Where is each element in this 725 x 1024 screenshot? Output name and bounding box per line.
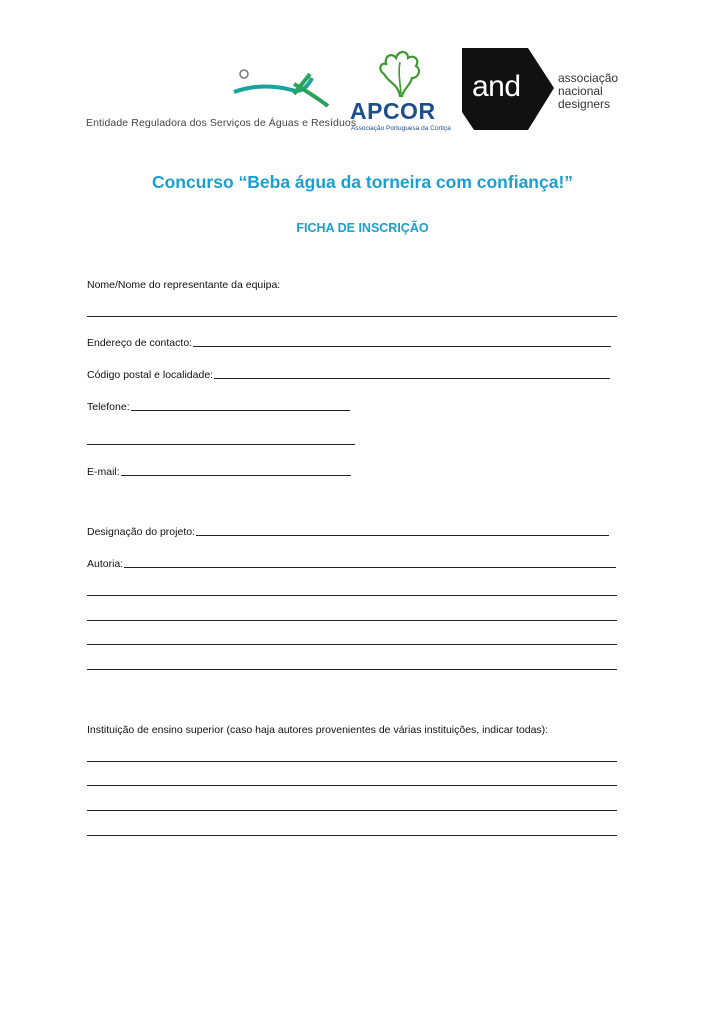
ersar-logo — [86, 64, 357, 136]
apcor-subtitle: Associação Portuguesa da Cortiça — [351, 125, 451, 132]
codigo-field[interactable] — [214, 378, 610, 379]
instituicao-line-3[interactable] — [87, 810, 617, 811]
nome-label: Nome/Nome do representante da equipa: — [87, 279, 281, 291]
instituicao-line-2[interactable] — [87, 785, 617, 786]
apcor-name: APCOR — [350, 98, 436, 124]
form-subtitle: FICHA DE INSCRIÇÃO — [296, 221, 429, 235]
endereco-field[interactable] — [193, 346, 611, 347]
and-line-1: associação — [558, 71, 619, 85]
endereco-row — [87, 337, 611, 349]
apcor-logo — [348, 48, 458, 136]
autoria-field[interactable] — [124, 567, 616, 568]
and-mark: and — [472, 70, 521, 103]
email-row — [87, 466, 351, 478]
endereco-label: Endereço de contacto: — [87, 337, 193, 349]
autoria-line-4[interactable] — [87, 644, 617, 645]
instituicao-label: Instituição de ensino superior (caso haja autores provenientes de várias instituições, indicar todas): — [87, 724, 549, 736]
autoria-line-3[interactable] — [87, 620, 617, 621]
page-title: Concurso “Beba água da torneira com confiança!” — [151, 172, 574, 192]
telefone-label: Telefone: — [87, 401, 130, 413]
and-logo — [462, 48, 632, 136]
autoria-row — [87, 558, 616, 570]
autoria-label: Autoria: — [87, 558, 124, 570]
codigo-row — [87, 369, 610, 381]
telefone-field[interactable] — [131, 410, 350, 411]
ersar-name: Entidade Reguladora dos Serviços de Águas e Resíduos — [86, 117, 357, 129]
designacao-field[interactable] — [196, 535, 609, 536]
instituicao-line-1[interactable] — [87, 761, 617, 762]
designacao-row — [87, 526, 609, 538]
and-line-3: designers — [558, 97, 611, 111]
designacao-label: Designação do projeto: — [87, 526, 195, 538]
instituicao-line-4[interactable] — [87, 835, 617, 836]
nome-field[interactable] — [87, 316, 617, 317]
autoria-line-2[interactable] — [87, 595, 617, 596]
and-line-2: nacional — [558, 84, 603, 98]
telefone-row — [87, 401, 350, 413]
telefone-extra-field[interactable] — [87, 444, 355, 445]
instituicao-row — [87, 724, 548, 736]
email-field[interactable] — [121, 475, 351, 476]
oak-leaf-icon — [370, 48, 430, 98]
logo-header — [86, 44, 626, 136]
codigo-label: Código postal e localidade: — [87, 369, 214, 381]
autoria-line-5[interactable] — [87, 669, 617, 670]
ersar-wave-icon — [232, 64, 332, 116]
nome-row — [87, 279, 280, 291]
email-label: E-mail: — [87, 466, 120, 478]
